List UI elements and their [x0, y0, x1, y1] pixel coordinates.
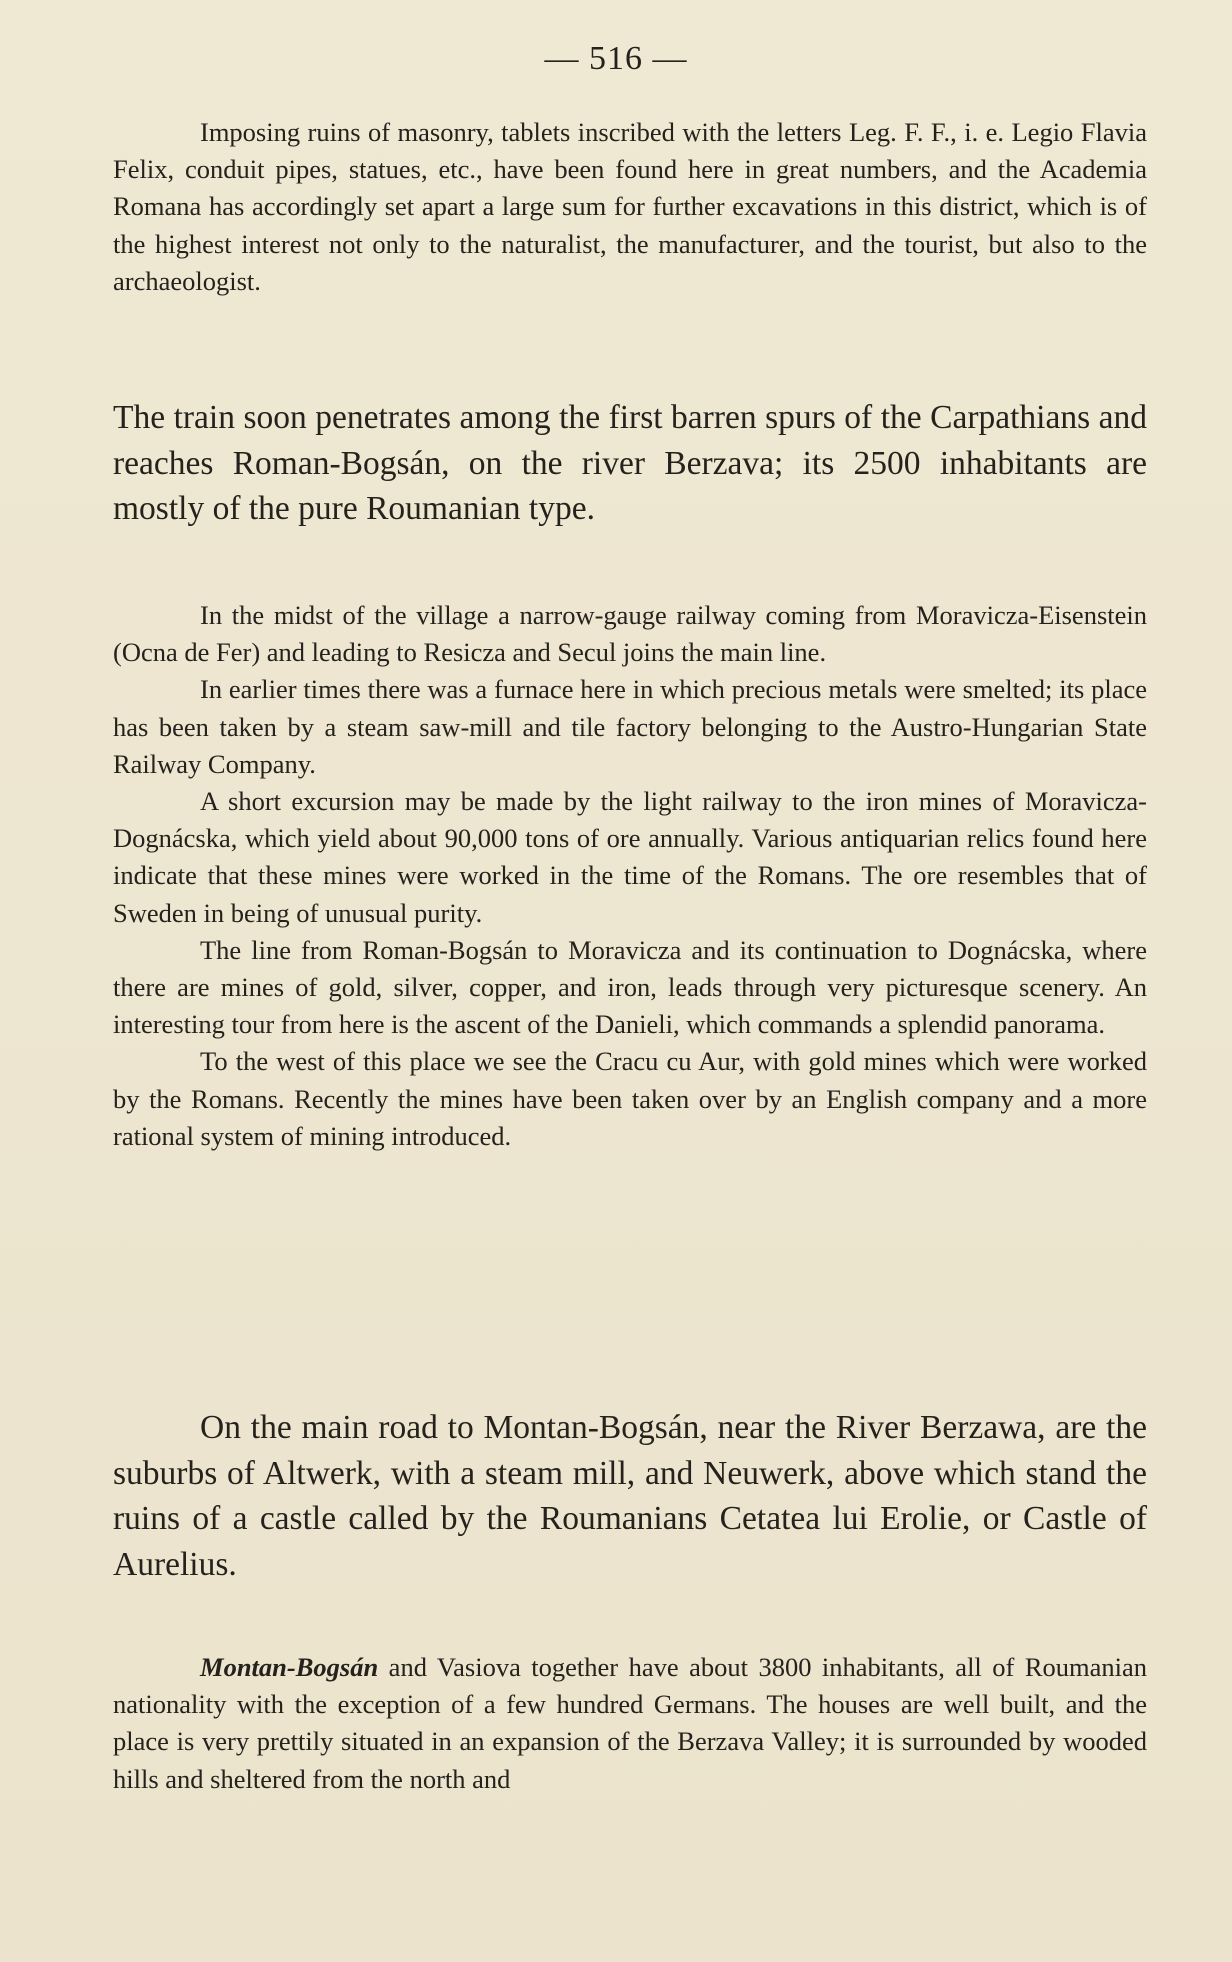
text-block-main-road	[113, 1405, 1147, 1587]
paragraph-montan-bogsan	[113, 1649, 1147, 1798]
paragraph-main-road: On the main road to Montan-Bogsán, near the River Berzawa, are the suburbs of Altwerk, with a steam mill, and Neuwerk, above which stand the ruins of a castle called by the Roumanians Cetatea lui Erolie, or Castle of Aurelius.	[113, 1409, 1147, 1583]
place-name-montan-bogsan: Montan-Bogsán	[200, 1652, 379, 1682]
paragraph-ruins: Imposing ruins of masonry, tablets inscribed with the letters Leg. F. F., i. e. Legio Flavia Felix, conduit pipes, statues, etc., have been found here in great numbers, and the Academia Romana has accordingly set apart a large sum for further excavations in this district, which is of the highest interest not only to the naturalist, the manufacturer, and the tourist, but also to the archaeologist.	[113, 117, 1147, 296]
text-block-montan-bogsan	[113, 1649, 1147, 1798]
text-block-railways	[113, 597, 1147, 1155]
text-block-ruins	[113, 114, 1147, 300]
text-block-train	[113, 395, 1147, 532]
paragraph-train-roman-bogsan: The train soon penetrates among the first barren spurs of the Carpathians and reaches Roman-Bogsán, on the river Berzava; its 2500 inhabitants are mostly of the pure Roumanian type.	[113, 399, 1147, 527]
paragraph-cracu-cu-aur: To the west of this place we see the Cracu cu Aur, with gold mines which were worked by the Romans. Recently the mines have been taken over by an English company and a more rational system of mining introduced.	[113, 1046, 1147, 1151]
paragraph-excursion: A short excursion may be made by the light railway to the iron mines of Moravicza-Dognácska, which yield about 90,000 tons of ore annually. Various antiquarian relics found here indicate that these mines were worked in the time of the Romans. The ore resembles that of Sweden in being of unusual purity.	[113, 786, 1147, 928]
page-number: — 516 —	[544, 40, 688, 77]
paragraph-montan-bogsan-text: and Vasiova together have about 3800 inhabitants, all of Roumanian nationality with the exception of a few hundred Germans. The houses are well built, and the place is very prettily situated in an expansion of the Berzava Valley; it is surrounded by wooded hills and sheltered from the north and	[113, 1652, 1147, 1794]
paragraph-furnace: In earlier times there was a furnace here in which precious metals were smelted; its place has been taken by a steam saw-mill and tile factory belonging to the Austro-Hungarian State Railway Company.	[113, 674, 1147, 779]
paragraph-line-dognacska: The line from Roman-Bogsán to Moravicza and its continuation to Dognácska, where there are mines of gold, silver, copper, and iron, leads through very picturesque scenery. An interesting tour from here is the ascent of the Danieli, which commands a splendid panorama.	[113, 934, 1147, 1040]
paragraph-narrow-gauge: In the midst of the village a narrow-gauge railway coming from Moravicza-Eisenstein (Ocna de Fer) and leading to Resicza and Secul joins the main line.	[113, 600, 1147, 668]
